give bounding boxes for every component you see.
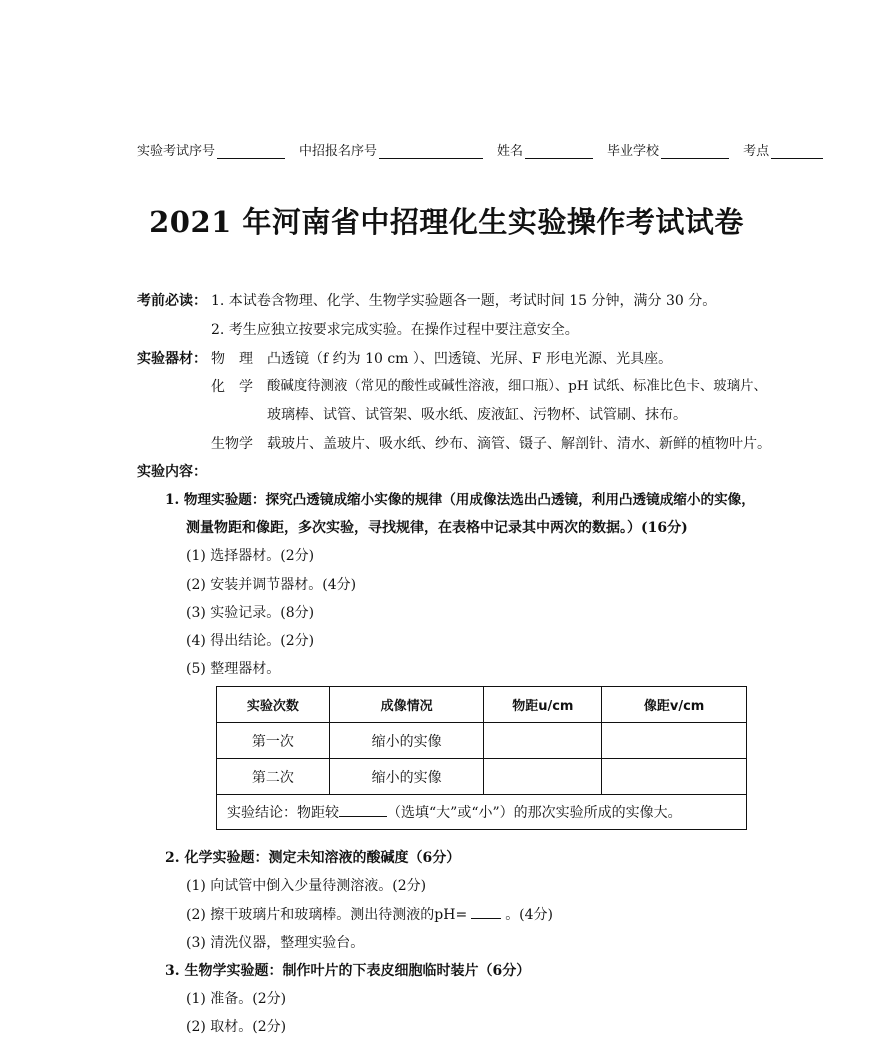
field-label: 考点 <box>743 144 770 159</box>
fill-blank[interactable] <box>661 144 729 159</box>
q2-step <box>186 904 553 925</box>
table-input-cell[interactable] <box>484 723 602 759</box>
q2-step: (3) 清洗仪器，整理实验台。 <box>186 935 365 951</box>
q3-step: (2) 取材。(2分) <box>186 1019 287 1035</box>
q1-heading-line2: 测量物距和像距，多次实验，寻找规律，在表格中记录其中两次的数据。）(16分) <box>186 520 688 536</box>
table-cell: 第二次 <box>217 759 330 795</box>
chemistry-equipment-line1: 酸碱度待测液（常见的酸性或碱性溶液，细口瓶）、pH 试纸、标准比色卡、玻璃片、 <box>267 379 767 394</box>
q1-heading-line1: 1. 物理实验题：探究凸透镜成缩小实像的规律（用成像法选出凸透镜，利用凸透镜成缩小的实像， <box>165 492 755 508</box>
table-row <box>217 723 747 759</box>
chemistry-equipment-line2: 玻璃棒、试管、试管架、吸水纸、废液缸、污物杯、试管刷、抹布。 <box>267 407 687 423</box>
physics-equipment: 凸透镜（f 约为 10 cm ）、凹透镜、光屏、F 形电光源、光具座。 <box>267 351 673 367</box>
conclusion-blank[interactable] <box>339 802 387 817</box>
page-title: 2021 年河南省中招理化生实验操作考试试卷 <box>149 205 744 239</box>
field-name <box>497 140 593 159</box>
field-registration-number <box>299 140 483 159</box>
ph-blank[interactable] <box>471 904 501 919</box>
biology-subject: 生物学 <box>211 436 253 452</box>
table-row <box>217 759 747 795</box>
field-exam-number <box>137 140 285 159</box>
table-input-cell[interactable] <box>484 759 602 795</box>
content-label: 实验内容： <box>137 464 207 480</box>
q2-step: (1) 向试管中倒入少量待测溶液。(2分) <box>186 878 427 894</box>
equipment-label: 实验器材： <box>137 351 207 367</box>
notice-item-1: 1. 本试卷含物理、化学、生物学实验题各一题，考试时间 15 分钟，满分 30 分。 <box>211 293 717 309</box>
column-header: 物距u/cm <box>484 687 602 723</box>
candidate-info-line <box>137 140 837 159</box>
field-exam-site <box>743 140 823 159</box>
biology-equipment: 载玻片、盖玻片、吸水纸、纱布、滴管、镊子、解剖针、清水、新鲜的植物叶片。 <box>267 436 771 452</box>
fill-blank[interactable] <box>379 144 483 159</box>
field-school <box>607 140 729 159</box>
table-input-cell[interactable] <box>602 759 747 795</box>
physics-subject: 物 理 <box>211 351 253 367</box>
fill-blank[interactable] <box>217 144 285 159</box>
conclusion-cell <box>217 795 747 830</box>
conclusion-prefix: 实验结论：物距较 <box>227 805 339 821</box>
table-cell: 缩小的实像 <box>329 723 484 759</box>
table-cell: 缩小的实像 <box>329 759 484 795</box>
q2-step-text: (2) 擦干玻璃片和玻璃棒。测出待测液的pH= <box>186 907 468 923</box>
q1-step: (5) 整理器材。 <box>186 661 281 677</box>
field-label: 姓名 <box>497 144 524 159</box>
table-header-row <box>217 687 747 723</box>
q2-heading: 2. 化学实验题：测定未知溶液的酸碱度（6分） <box>165 850 461 866</box>
conclusion-suffix: （选填“大”或“小”）的那次实验所成的实像大。 <box>387 805 682 821</box>
q3-heading: 3. 生物学实验题：制作叶片的下表皮细胞临时装片（6分） <box>165 963 531 979</box>
field-label: 中招报名序号 <box>299 144 378 159</box>
column-header: 像距v/cm <box>602 687 747 723</box>
notice-item-2: 2. 考生应独立按要求完成实验。在操作过程中要注意安全。 <box>211 322 579 338</box>
table-input-cell[interactable] <box>602 723 747 759</box>
table-conclusion-row <box>217 795 747 830</box>
q1-step: (1) 选择器材。(2分) <box>186 548 315 564</box>
column-header: 实验次数 <box>217 687 330 723</box>
q2-step-suffix: 。(4分) <box>505 907 554 923</box>
q3-step: (1) 准备。(2分) <box>186 991 287 1007</box>
experiment-record-table <box>216 686 747 830</box>
fill-blank[interactable] <box>771 144 823 159</box>
field-label: 实验考试序号 <box>137 144 216 159</box>
q1-step: (3) 实验记录。(8分) <box>186 605 315 621</box>
table-cell: 第一次 <box>217 723 330 759</box>
notice-label: 考前必读： <box>137 293 207 309</box>
column-header: 成像情况 <box>329 687 484 723</box>
fill-blank[interactable] <box>525 144 593 159</box>
q1-step: (4) 得出结论。(2分) <box>186 633 315 649</box>
q1-step: (2) 安装并调节器材。(4分) <box>186 577 357 593</box>
field-label: 毕业学校 <box>607 144 660 159</box>
chemistry-subject: 化 学 <box>211 379 253 395</box>
